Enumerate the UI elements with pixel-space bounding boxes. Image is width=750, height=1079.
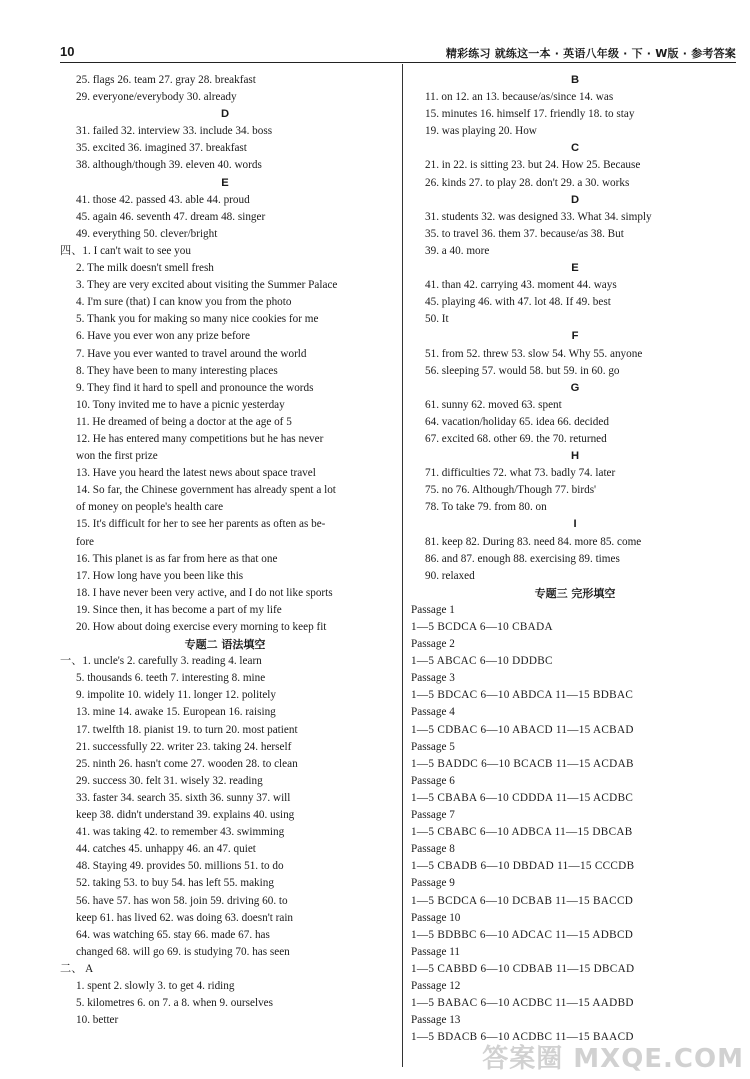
answer-line: 5. kilometres 6. on 7. a 8. when 9. ourselves [76, 997, 273, 1010]
answer-line: 21. successfully 22. writer 23. taking 24. herself [76, 740, 292, 753]
answer-line: 20. How about doing exercise every morning to keep fit [76, 621, 327, 633]
answer-line: 31. students 32. was designed 33. What 34. simply [425, 210, 652, 223]
subsection-letter: H [570, 450, 580, 463]
answer-line: 71. difficulties 72. what 73. badly 74. later [425, 467, 616, 480]
answer-line: 41. those 42. passed 43. able 44. proud [76, 193, 250, 206]
answer-line: 51. from 52. threw 53. slow 54. Why 55. anyone [425, 347, 643, 360]
answer-line: 25. flags 26. team 27. gray 28. breakfast [76, 74, 256, 86]
left-column [60, 72, 390, 1029]
answer-line: 50. It [425, 313, 449, 326]
running-head: 精彩练习 就练这一本 · 英语八年级 · 下 · W版 · 参考答案 [445, 47, 736, 60]
answer-line: 14. So far, the Chinese government has already spent a lot [76, 484, 336, 497]
answer-line: 7. Have you ever wanted to travel around the world [76, 347, 307, 360]
passage-label: Passage 8 [411, 843, 455, 856]
answer-line: 45. again 46. seventh 47. dream 48. singer [76, 210, 266, 223]
answer-line: 90. relaxed [425, 569, 475, 582]
answer-row: 1—5 CBABC 6—10 ADBCA 11—15 DBCAB [411, 826, 633, 839]
answer-line: 31. failed 32. interview 33. include 34. boss [76, 125, 273, 138]
answer-line: 35. to travel 36. them 37. because/as 38. But [425, 227, 624, 240]
answer-line: 9. impolite 10. widely 11. longer 12. politely [76, 689, 277, 702]
answer-line: 41. than 42. carrying 43. moment 44. ways [425, 279, 617, 292]
passage-label: Passage 3 [411, 672, 455, 685]
subsection-letter: B [570, 74, 580, 86]
answer-line: 19. Since then, it has become a part of my life [76, 603, 282, 616]
answer-line: 86. and 87. enough 88. exercising 89. times [425, 552, 620, 565]
answer-line: 2. The milk doesn't smell fresh [76, 262, 214, 275]
answer-line: 18. I have never been very active, and I do not like sports [76, 586, 333, 599]
answer-line: 64. was watching 65. stay 66. made 67. has [76, 928, 270, 941]
answer-line: 67. excited 68. other 69. the 70. returned [425, 432, 607, 445]
answer-line: 5. thousands 6. teeth 7. interesting 8. mine [76, 672, 266, 685]
continuation-line: won the first prize [76, 450, 158, 463]
answer-line: 52. taking 53. to buy 54. has left 55. making [76, 877, 274, 890]
answer-row: 1—5 BABAC 6—10 ACDBC 11—15 AADBD [411, 997, 634, 1010]
answer-line: 75. no 76. Although/Though 77. birds' [425, 484, 597, 497]
subsection-letter: D [570, 193, 580, 206]
answer-line: 44. catches 45. unhappy 46. an 47. quiet [76, 843, 256, 856]
answer-line: 11. on 12. an 13. because/as/since 14. was [425, 91, 614, 104]
answer-line: 4. I'm sure (that) I can know you from the photo [76, 296, 292, 309]
answer-line: 61. sunny 62. moved 63. spent [425, 398, 562, 411]
answer-line: 13. Have you heard the latest news about space travel [76, 467, 316, 480]
continuation-line: fore [76, 535, 95, 548]
answer-line: 5. Thank you for making so many nice cookies for me [76, 313, 319, 326]
answer-line: 38. although/though 39. eleven 40. words [76, 159, 262, 172]
continuation-line: of money on people's health care [76, 501, 224, 514]
passage-label: Passage 11 [411, 945, 460, 958]
answer-line: 35. excited 36. imagined 37. breakfast [76, 142, 247, 155]
answer-line: 41. was taking 42. to remember 43. swimming [76, 826, 285, 839]
answer-row: 1—5 BCDCA 6—10 DCBAB 11—15 BACCD [411, 894, 634, 907]
continuation-line: changed 68. will go 69. is studying 70. has seen [76, 945, 290, 958]
answer-row: 1—5 CBADB 6—10 DBDAD 11—15 CCCDB [411, 860, 635, 873]
answer-line: 21. in 22. is sitting 23. but 24. How 25. Because [425, 159, 641, 172]
column-divider [402, 64, 403, 1067]
passage-label: Passage 7 [411, 809, 455, 822]
answer-line: 6. Have you ever won any prize before [76, 330, 250, 343]
subsection-letter: E [571, 262, 579, 275]
subsection-letter: F [571, 330, 579, 343]
subsection-letter: D [220, 108, 230, 121]
answer-line: 1. spent 2. slowly 3. to get 4. riding [76, 979, 235, 992]
answer-line: 39. a 40. more [425, 244, 490, 257]
answer-row: 1—5 BCDCA 6—10 CBADA [411, 621, 553, 633]
section-start-line: 四、1. I can't wait to see you [60, 244, 191, 257]
answer-row: 1—5 BDACB 6—10 ACDBC 11—15 BAACD [411, 1031, 634, 1044]
answer-line: 56. have 57. has won 58. join 59. driving 60. to [76, 894, 288, 907]
right-column [411, 72, 739, 1046]
passage-label: Passage 10 [411, 911, 461, 924]
answer-line: 19. was playing 20. How [425, 125, 537, 138]
watermark-logo: 答案圈 MXQE.COM [482, 1044, 744, 1074]
answer-line: 11. He dreamed of being a doctor at the age of 5 [76, 415, 292, 428]
answer-line: 81. keep 82. During 83. need 84. more 85. come [425, 535, 642, 548]
answer-line: 29. success 30. felt 31. wisely 32. reading [76, 774, 263, 787]
answer-line: 78. To take 79. from 80. on [425, 501, 547, 514]
answer-line: 29. everyone/everybody 30. already [76, 91, 237, 104]
answer-row: 1—5 BDBBC 6—10 ADCAC 11—15 ADBCD [411, 928, 634, 941]
answer-line: 12. He has entered many competitions but he has never [76, 432, 324, 445]
passage-label: Passage 13 [411, 1014, 461, 1027]
answer-row: 1—5 CBABA 6—10 CDDDA 11—15 ACDBC [411, 791, 634, 804]
answer-line: 3. They are very excited about visiting the Summer Palace [76, 279, 338, 292]
answer-line: 48. Staying 49. provides 50. millions 51. to do [76, 860, 284, 873]
answer-row: 1—5 CDBAC 6—10 ABACD 11—15 ACBAD [411, 723, 634, 736]
page-number: 10 [60, 44, 75, 59]
answer-line: 33. faster 34. search 35. sixth 36. sunny 37. will [76, 791, 291, 804]
section-start-line: 二、 A [60, 962, 94, 975]
continuation-line: keep 61. has lived 62. was doing 63. doesn't rain [76, 911, 294, 924]
answer-row: 1—5 BADDC 6—10 BCACB 11—15 ACDAB [411, 757, 634, 770]
answer-line: 25. ninth 26. hasn't come 27. wooden 28. to clean [76, 757, 298, 770]
answer-line: 45. playing 46. with 47. lot 48. If 49. best [425, 296, 611, 309]
answer-line: 8. They have been to many interesting places [76, 364, 278, 377]
passage-label: Passage 5 [411, 740, 455, 753]
passage-label: Passage 6 [411, 774, 455, 787]
answer-line: 26. kinds 27. to play 28. don't 29. a 30. works [425, 176, 630, 189]
passage-label: Passage 1 [411, 603, 455, 616]
subsection-letter: G [570, 381, 580, 394]
continuation-line: keep 38. didn't understand 39. explains 40. using [76, 809, 295, 822]
answer-line: 17. twelfth 18. pianist 19. to turn 20. most patient [76, 723, 298, 736]
subsection-letter: E [221, 176, 229, 189]
answer-line: 15. minutes 16. himself 17. friendly 18. to stay [425, 108, 635, 121]
subsection-letter: I [573, 518, 577, 531]
passage-label: Passage 12 [411, 979, 461, 992]
answer-line: 15. It's difficult for her to see her parents as often as be- [76, 518, 326, 531]
answer-line: 10. better [76, 1014, 119, 1027]
passage-label: Passage 4 [411, 706, 455, 719]
answer-line: 9. They find it hard to spell and pronounce the words [76, 381, 314, 394]
passage-label: Passage 9 [411, 877, 455, 890]
passage-label: Passage 2 [411, 638, 455, 651]
answer-line: 17. How long have you been like this [76, 569, 244, 582]
answer-line: 49. everything 50. clever/bright [76, 227, 218, 240]
subsection-letter: C [570, 142, 580, 155]
answer-line: 13. mine 14. awake 15. European 16. raising [76, 706, 276, 719]
section-title: 专题三 完形填空 [534, 586, 616, 600]
section-start-line: 一、1. uncle's 2. carefully 3. reading 4. learn [60, 655, 262, 668]
page-header [60, 44, 736, 63]
answer-row: 1—5 ABCAC 6—10 DDDBC [411, 655, 553, 668]
answer-line: 56. sleeping 57. would 58. but 59. in 60. go [425, 364, 620, 377]
answer-row: 1—5 BDCAC 6—10 ABDCA 11—15 BDBAC [411, 689, 634, 702]
answer-row: 1—5 CABBD 6—10 CDBAB 11—15 DBCAD [411, 962, 635, 975]
section-title: 专题二 语法填空 [184, 638, 266, 652]
answer-line: 16. This planet is as far from here as that one [76, 552, 278, 565]
answer-line: 10. Tony invited me to have a picnic yesterday [76, 398, 285, 411]
answer-line: 64. vacation/holiday 65. idea 66. decided [425, 415, 609, 428]
